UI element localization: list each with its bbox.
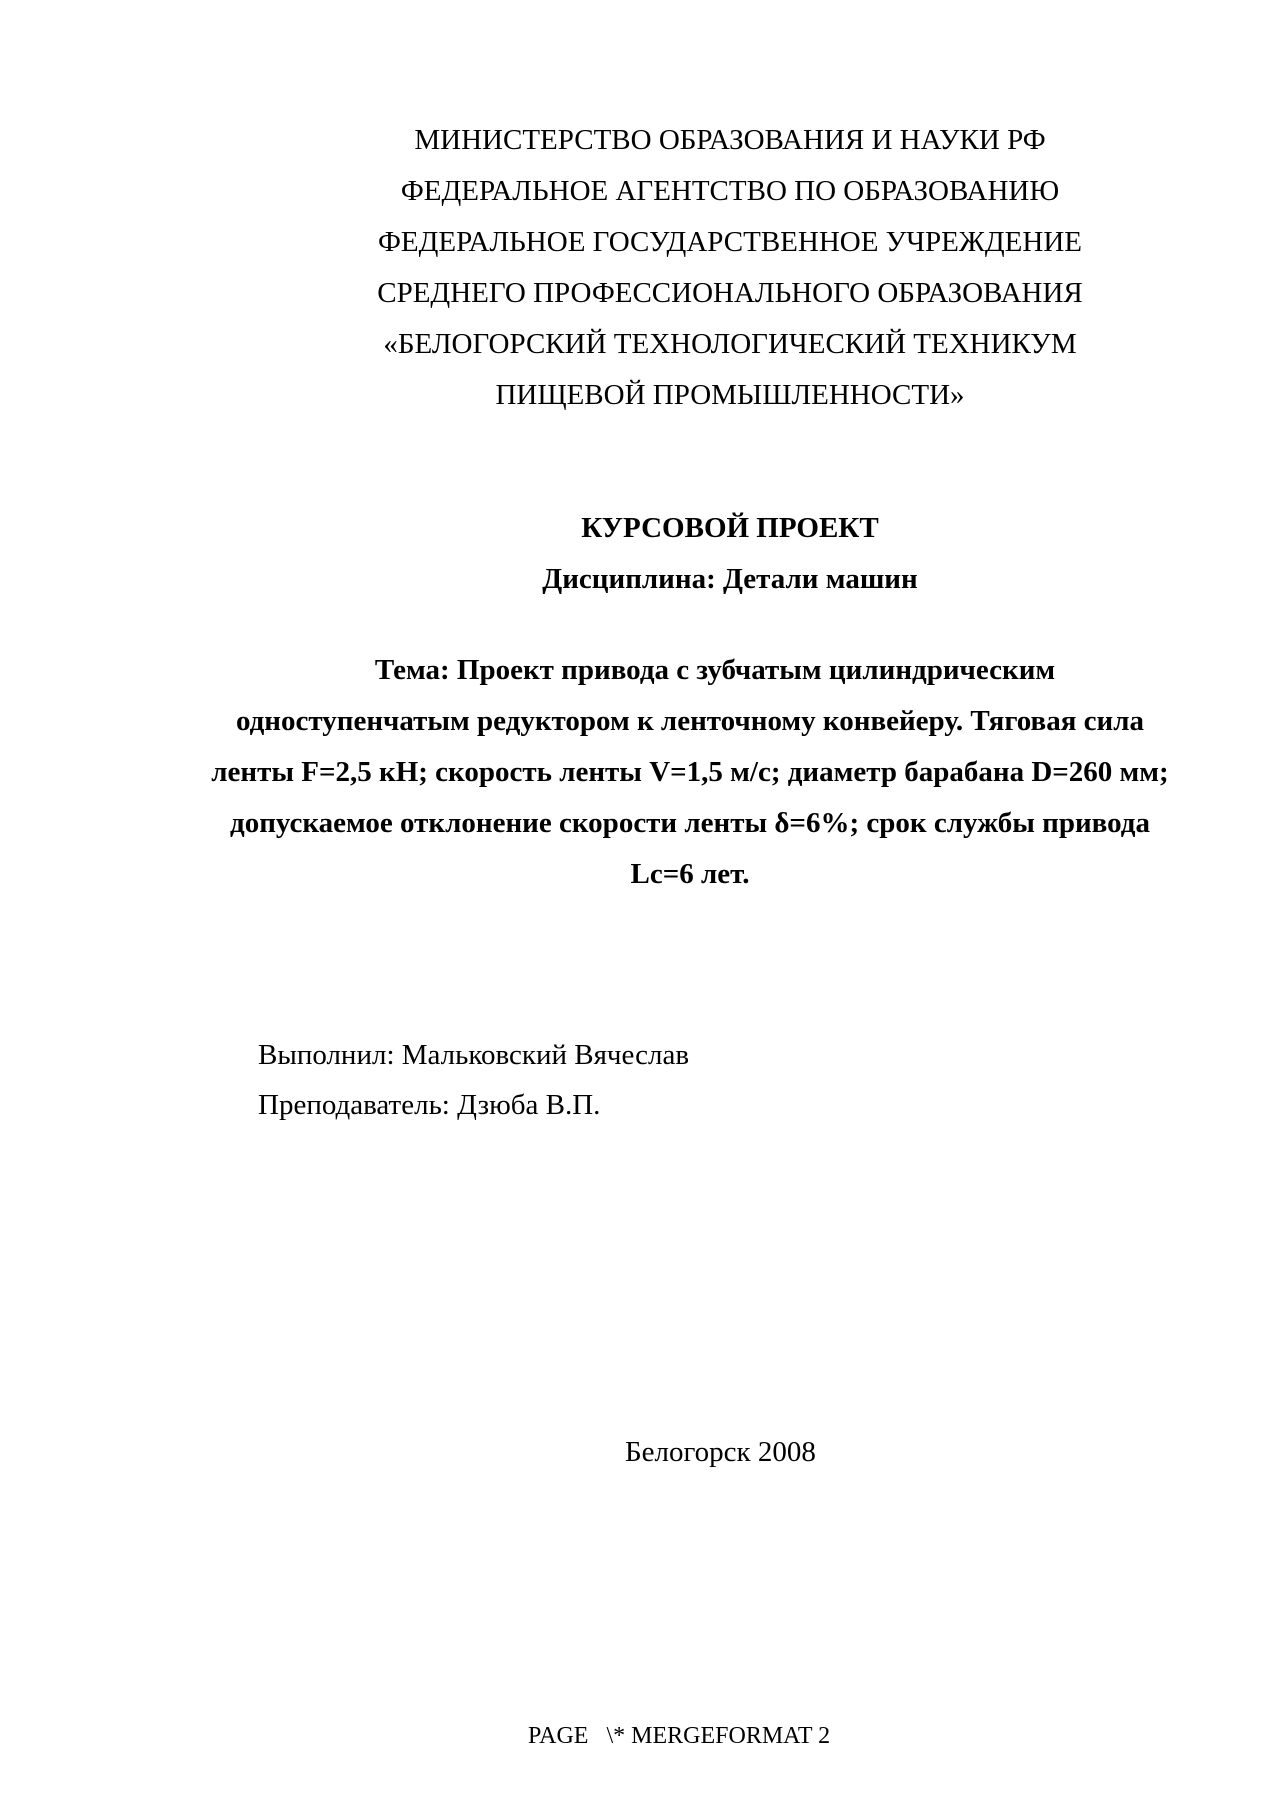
theme-line: допускаемое отклонение скорости ленты δ=6%; срок службы привода: [230, 807, 1150, 839]
header-line: МИНИСТЕРСТВО ОБРАЗОВАНИЯ И НАУКИ РФ: [414, 124, 1046, 156]
page-footer-field: PAGE \* MERGEFORMAT 2: [528, 1723, 831, 1749]
header-line: «БЕЛОГОРСКИЙ ТЕХНОЛОГИЧЕСКИЙ ТЕХНИКУМ: [383, 328, 1077, 360]
institution-header: [300, 115, 1160, 421]
header-line: СРЕДНЕГО ПРОФЕССИОНАЛЬНОГО ОБРАЗОВАНИЯ: [377, 277, 1083, 309]
people-block: [258, 1030, 689, 1130]
theme-line: ленты F=2,5 кН; скорость ленты V=1,5 м/с; диаметр барабана D=260 мм;: [211, 756, 1169, 788]
theme-line: Тема: Проект привода с зубчатым цилиндрическим: [374, 654, 1056, 686]
city-year: Белогорск 2008: [625, 1436, 816, 1468]
document-type: КУРСОВОЙ ПРОЕКТ: [581, 512, 879, 544]
header-line: ФЕДЕРАЛЬНОЕ ГОСУДАРСТВЕННОЕ УЧРЕЖДЕНИЕ: [378, 226, 1082, 258]
header-line: ФЕДЕРАЛЬНОЕ АГЕНТСТВО ПО ОБРАЗОВАНИЮ: [400, 175, 1060, 207]
title-block: [300, 503, 1160, 605]
teacher: Преподаватель: Дзюба В.П.: [258, 1089, 601, 1121]
theme-block: [150, 645, 1230, 900]
discipline: Дисциплина: Детали машин: [542, 563, 918, 595]
theme-line: одноступенчатым редуктором к ленточному конвейеру. Тяговая сила: [235, 705, 1145, 737]
author: Выполнил: Мальковский Вячеслав: [258, 1039, 690, 1071]
theme-line: Lс=6 лет.: [630, 858, 750, 890]
header-line: ПИЩЕВОЙ ПРОМЫШЛЕННОСТИ»: [495, 379, 965, 411]
